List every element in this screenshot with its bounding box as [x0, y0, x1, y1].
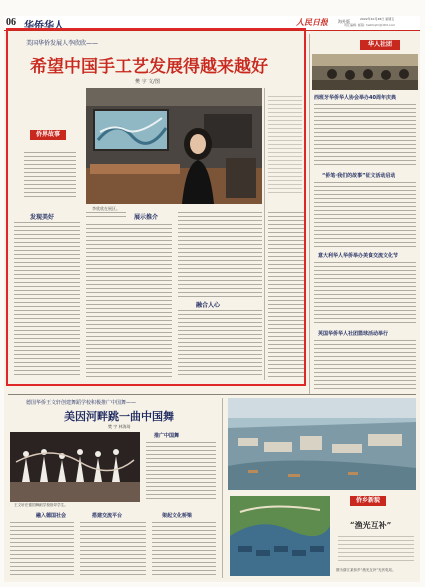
highlight-frame — [6, 28, 306, 386]
lead-subhead-2: 展示推介 — [134, 214, 159, 221]
right-item-2-body — [314, 182, 416, 248]
bottom-kicker: 德国华侨王文轩创建舞蹈学校积极推广中国舞—— — [26, 400, 137, 406]
bottom-body-col3 — [152, 522, 216, 578]
bottom-body-col2 — [146, 442, 216, 502]
bottom-headline: 美因河畔跳一曲中国舞 — [64, 410, 174, 423]
bottom-subhead-4: 架起文化桥梁 — [162, 513, 193, 519]
section-divider — [8, 394, 416, 395]
page-number: 06 — [6, 17, 16, 28]
edition-label: 海外版 — [338, 19, 350, 24]
right-top-photo — [312, 54, 418, 90]
bottom-byline: 樊 宇 林海琦 — [108, 424, 131, 429]
lead-subhead-3: 融合人心 — [196, 302, 221, 309]
bottom-dance-photo — [10, 432, 140, 502]
lead-byline: 樊 宇 文/图 — [135, 79, 160, 85]
date-line: 2022年10月28日 星期五 — [360, 17, 395, 21]
contact-line: 责任编辑: 邮箱: hwbhqhr@163.com — [344, 23, 396, 27]
corner-title: “渔光互补” — [350, 520, 392, 530]
right-item-4-headline: 英国华侨华人社团篮球活动举行 — [318, 331, 389, 337]
lead-headline: 希望中国手工艺发展得越来越好 — [30, 57, 268, 77]
right-item-1-headline: 西班牙华侨华人协会举办40周年庆典 — [314, 95, 396, 101]
corner-body — [338, 536, 414, 564]
bottom-body-col1 — [10, 522, 74, 578]
bottom-photo-caption: 王文轩在德国舞蹈学校指导学生。 — [14, 503, 68, 507]
corner-small-photo — [230, 496, 330, 576]
right-item-3-body — [314, 262, 416, 326]
lead-tag-badge: 侨界故事 — [30, 130, 66, 140]
bottom-body-col1b — [80, 522, 146, 578]
right-column-rule — [309, 34, 310, 394]
bottom-subhead-2: 融入德国社会 — [36, 513, 67, 519]
aerial-photo — [228, 398, 416, 490]
bottom-subhead-3: 搭建交流平台 — [92, 513, 123, 519]
right-column-tag: 华人社团 — [360, 40, 400, 50]
paper-name: 人民日报 — [296, 17, 328, 27]
bottom-column-rule — [222, 398, 223, 578]
lead-kicker: 美国华侨发展人李欣欣—— — [26, 40, 99, 47]
bottom-subhead-1: 推广中国舞 — [154, 433, 180, 439]
right-item-1-body — [314, 104, 416, 166]
right-item-3-headline: 意大利华人华侨举办美食交流文化节 — [318, 253, 399, 259]
corner-tag: 侨乡新貌 — [350, 496, 386, 506]
right-item-4-body — [314, 340, 416, 392]
lead-subhead-1: 发现美好 — [30, 214, 55, 221]
corner-caption: 图为浙江某侨乡“渔光互补”光伏电站。 — [336, 568, 396, 572]
right-item-2-headline: “侨笔·我们的故事”征文活动启动 — [322, 173, 396, 179]
section-title: 华侨华人 — [24, 21, 64, 32]
lead-photo-caption: 李欣欣在展区。 — [92, 206, 120, 211]
